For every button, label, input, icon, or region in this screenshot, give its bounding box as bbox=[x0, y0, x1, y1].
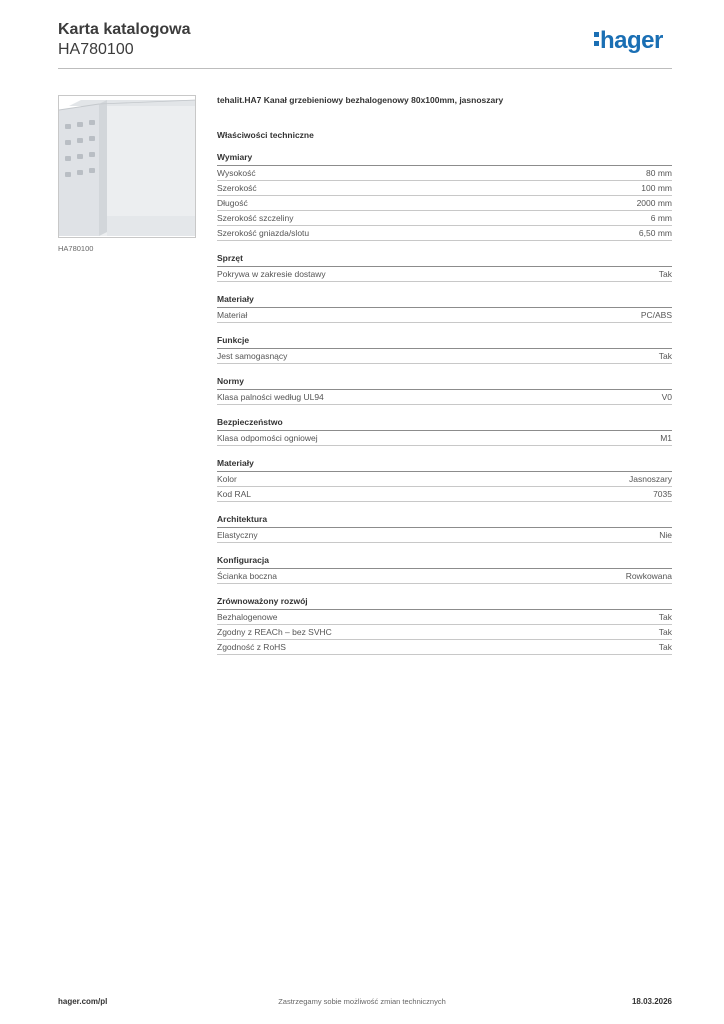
property-value: Rowkowana bbox=[625, 571, 672, 581]
section-title: Architektura bbox=[217, 513, 672, 528]
property-value: 6 mm bbox=[650, 213, 672, 223]
section-title: Konfiguracja bbox=[217, 554, 672, 569]
technical-properties-heading: Właściwości techniczne bbox=[217, 130, 314, 140]
property-value: PC/ABS bbox=[640, 310, 672, 320]
section-title: Wymiary bbox=[217, 151, 672, 166]
property-label: Długość bbox=[217, 198, 248, 208]
property-row bbox=[217, 431, 672, 446]
logo-dots-icon bbox=[594, 32, 599, 46]
page-header bbox=[58, 20, 190, 60]
section-title: Normy bbox=[217, 375, 672, 390]
property-row bbox=[217, 267, 672, 282]
property-label: Jest samogasnący bbox=[217, 351, 288, 361]
property-value: 2000 mm bbox=[636, 198, 672, 208]
property-section bbox=[217, 554, 672, 584]
property-section bbox=[217, 252, 672, 282]
section-title: Zrównoważony rozwój bbox=[217, 595, 672, 610]
property-row bbox=[217, 226, 672, 241]
property-label: Szerokość szczeliny bbox=[217, 213, 294, 223]
section-title: Materiały bbox=[217, 293, 672, 308]
property-section bbox=[217, 595, 672, 655]
property-section bbox=[217, 457, 672, 502]
property-value: 6,50 mm bbox=[638, 228, 672, 238]
section-title: Funkcje bbox=[217, 334, 672, 349]
logo-text: hager bbox=[600, 27, 663, 54]
property-row bbox=[217, 569, 672, 584]
property-value: M1 bbox=[660, 433, 672, 443]
property-label: Klasa odpomości ogniowej bbox=[217, 433, 318, 443]
property-value: Nie bbox=[659, 530, 672, 540]
header-divider bbox=[58, 68, 672, 69]
property-row bbox=[217, 166, 672, 181]
property-value: Tak bbox=[658, 642, 672, 652]
property-label: Elastyczny bbox=[217, 530, 258, 540]
property-label: Zgodność z RoHS bbox=[217, 642, 286, 652]
product-details bbox=[217, 94, 672, 666]
property-row bbox=[217, 181, 672, 196]
properties-list bbox=[217, 151, 672, 655]
property-value: Tak bbox=[658, 351, 672, 361]
property-label: Klasa palności według UL94 bbox=[217, 392, 324, 402]
footer-disclaimer: Zastrzegamy sobie możliwość zmian technicznych bbox=[278, 997, 446, 1006]
property-value: V0 bbox=[661, 392, 672, 402]
image-caption: HA780100 bbox=[58, 244, 94, 253]
property-row bbox=[217, 610, 672, 625]
property-section bbox=[217, 334, 672, 364]
property-label: Szerokość gniazda/slotu bbox=[217, 228, 310, 238]
property-row bbox=[217, 308, 672, 323]
property-row bbox=[217, 349, 672, 364]
footer-date: 18.03.2026 bbox=[631, 997, 672, 1006]
property-label: Materiał bbox=[217, 310, 248, 320]
property-label: Kolor bbox=[217, 474, 237, 484]
property-row bbox=[217, 625, 672, 640]
cable-duct-illustration bbox=[59, 96, 196, 238]
document-title: Karta katalogowa bbox=[58, 21, 191, 38]
property-row bbox=[217, 390, 672, 405]
property-section bbox=[217, 375, 672, 405]
property-value: 100 mm bbox=[641, 183, 672, 193]
property-value: Tak bbox=[658, 612, 672, 622]
property-value: Tak bbox=[658, 269, 672, 279]
section-title: Bezpieczeństwo bbox=[217, 416, 672, 431]
section-title: Sprzęt bbox=[217, 252, 672, 267]
property-row bbox=[217, 196, 672, 211]
property-row bbox=[217, 640, 672, 655]
property-section bbox=[217, 416, 672, 446]
hager-logo bbox=[594, 28, 663, 54]
property-label: Wysokość bbox=[217, 168, 256, 178]
property-row bbox=[217, 211, 672, 226]
property-value: Tak bbox=[658, 627, 672, 637]
product-code: HA780100 bbox=[58, 41, 134, 58]
property-label: Bezhalogenowe bbox=[217, 612, 278, 622]
section-title: Materiały bbox=[217, 457, 672, 472]
footer-website: hager.com/pl bbox=[58, 997, 108, 1006]
property-section bbox=[217, 151, 672, 241]
property-value: 7035 bbox=[653, 489, 672, 499]
property-row bbox=[217, 528, 672, 543]
property-label: Kod RAL bbox=[217, 489, 252, 499]
property-label: Szerokość bbox=[217, 183, 257, 193]
property-section bbox=[217, 293, 672, 323]
product-title: tehalit.HA7 Kanał grzebieniowy bezhalogenowy 80x100mm, jasnoszary bbox=[217, 95, 504, 105]
property-value: Jasnoszary bbox=[629, 474, 672, 484]
property-label: Zgodny z REACh – bez SVHC bbox=[217, 627, 332, 637]
property-row bbox=[217, 472, 672, 487]
property-section bbox=[217, 513, 672, 543]
property-row bbox=[217, 487, 672, 502]
property-label: Pokrywa w zakresie dostawy bbox=[217, 269, 326, 279]
product-image bbox=[58, 95, 196, 238]
property-value: 80 mm bbox=[646, 168, 672, 178]
property-label: Ścianka boczna bbox=[217, 571, 278, 581]
